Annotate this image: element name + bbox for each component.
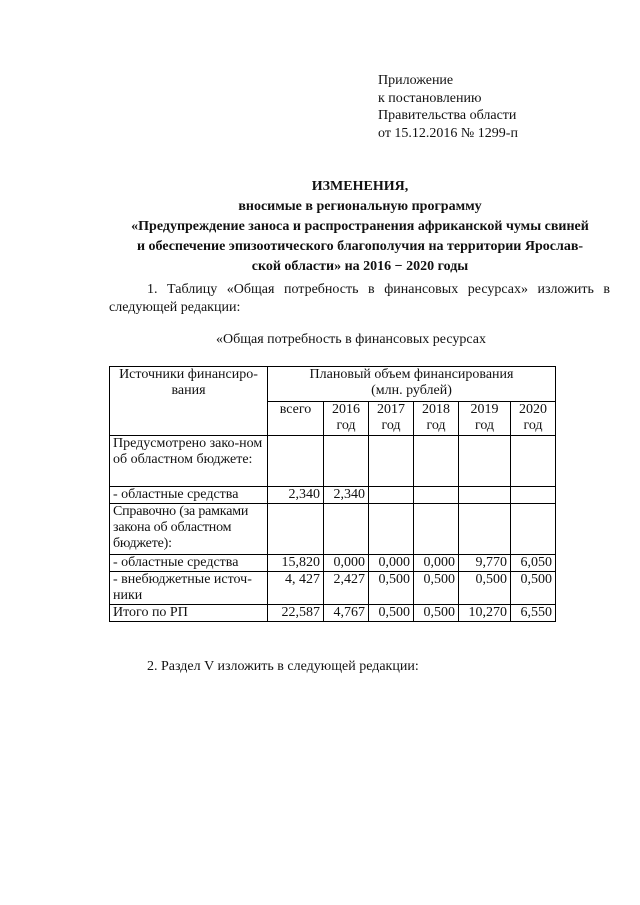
table-title: «Общая потребность в финансовых ресурсах <box>216 332 486 347</box>
cell-2018 <box>414 436 459 487</box>
heading-line: ской области» на 2016 − 2020 годы <box>251 259 469 274</box>
table-header-row <box>110 367 556 402</box>
planned-header-line: Плановый объем финансирования <box>309 367 514 382</box>
appendix-line: к постановлению <box>378 90 482 106</box>
row-label: Предусмотрено зако-ном об областном бюджете: <box>110 436 268 487</box>
cell-total <box>268 436 324 487</box>
header-total: всего <box>268 402 324 436</box>
appendix-line: от 15.12.2016 № 1299-п <box>378 125 518 141</box>
cell-2019 <box>459 504 511 555</box>
planned-header-unit: (млн. рублей) <box>371 383 452 398</box>
header-2019: 2019 год <box>459 402 511 436</box>
cell-2016: 2,340 <box>324 487 369 504</box>
header-2020: 2020 год <box>511 402 556 436</box>
planned-header <box>268 367 556 402</box>
cell-2019: 0,500 <box>459 572 511 605</box>
heading-line: вносимые в региональную программу <box>238 199 482 214</box>
header-2017: 2017 год <box>369 402 414 436</box>
cell-2017 <box>369 504 414 555</box>
cell-2020 <box>511 487 556 504</box>
table-row <box>110 504 556 555</box>
row-label: - областные средства <box>110 487 268 504</box>
cell-2019: 10,270 <box>459 605 511 622</box>
cell-2018: 0,500 <box>414 572 459 605</box>
table-row <box>110 436 556 487</box>
row-label: - внебюджетные источ-ники <box>110 572 268 605</box>
cell-2017: 0,500 <box>369 605 414 622</box>
cell-2020 <box>511 504 556 555</box>
cell-2017 <box>369 436 414 487</box>
paragraph-1: 1. Таблицу «Общая потребность в финансовых ресурсах» изложить в следующей редакции: <box>109 282 610 315</box>
cell-2016: 4,767 <box>324 605 369 622</box>
table-row <box>110 555 556 572</box>
table-row <box>110 487 556 504</box>
heading-line: и обеспечение эпизоотического благополучия на территории Ярослав- <box>136 239 584 254</box>
cell-2018: 0,500 <box>414 605 459 622</box>
cell-2020 <box>511 436 556 487</box>
document-heading <box>96 177 624 277</box>
cell-2018: 0,000 <box>414 555 459 572</box>
row-label: Итого по РП <box>110 605 268 622</box>
cell-2019: 9,770 <box>459 555 511 572</box>
cell-2018 <box>414 504 459 555</box>
table-row <box>110 572 556 605</box>
heading-title: ИЗМЕНЕНИЯ, <box>311 179 409 194</box>
appendix-block <box>378 72 518 142</box>
paragraph-2: 2. Раздел V изложить в следующей редакции: <box>147 659 419 674</box>
cell-total: 4, 427 <box>268 572 324 605</box>
cell-total: 22,587 <box>268 605 324 622</box>
header-2016: 2016 год <box>324 402 369 436</box>
appendix-line: Правительства области <box>378 108 517 124</box>
cell-2020: 6,550 <box>511 605 556 622</box>
cell-2017: 0,000 <box>369 555 414 572</box>
cell-2019 <box>459 487 511 504</box>
cell-2016 <box>324 436 369 487</box>
row-label: Справочно (за рамками закона об областном бюджете): <box>110 504 268 555</box>
cell-2019 <box>459 436 511 487</box>
row-label: - областные средства <box>110 555 268 572</box>
header-2018: 2018 год <box>414 402 459 436</box>
cell-total <box>268 504 324 555</box>
cell-total: 2,340 <box>268 487 324 504</box>
cell-2018 <box>414 487 459 504</box>
heading-line: «Предупреждение заноса и распространения африканской чумы свиней <box>131 219 589 234</box>
cell-2017: 0,500 <box>369 572 414 605</box>
table-row-total <box>110 605 556 622</box>
cell-2017 <box>369 487 414 504</box>
cell-2020: 6,050 <box>511 555 556 572</box>
cell-2020: 0,500 <box>511 572 556 605</box>
cell-2016: 2,427 <box>324 572 369 605</box>
source-header: Источники финансиро-вания <box>110 367 268 436</box>
cell-2016: 0,000 <box>324 555 369 572</box>
financing-table <box>109 366 556 622</box>
cell-total: 15,820 <box>268 555 324 572</box>
appendix-line: Приложение <box>378 73 454 88</box>
cell-2016 <box>324 504 369 555</box>
